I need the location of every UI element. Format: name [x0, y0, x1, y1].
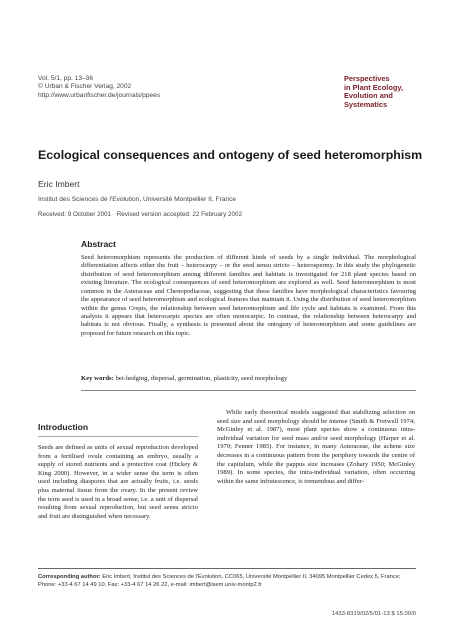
- article-title: Ecological consequences and ontogeny of seed heteromorphism: [38, 148, 423, 162]
- volume-info: Vol. 5/1, pp. 13–36: [38, 75, 93, 82]
- corresponding-details: Eric Imbert, Institut des Sciences de l'Evolution, CC065, Université Montpellier II, 34095 Montpellier Cedex 5, France; Phone: +33-4 67 14 49 10, Fax: +33-4 67 14 26 22, e-mail: imbert@isem.univ-montp2.fr: [38, 574, 401, 589]
- paragraph: While early theoretical models suggested that stabilizing selection on seed size and seed morphology should be intense (Smith & Fretwell 1974; McGinley et al. 1987), most plant species show a continuous intra-individual variation for seed mass and/or seed morphology (Harper et al. 1970; Fenner 1985). For instance, in many Asteraceae, the achene size decreases in a continuous pattern from the periphery towards the centre of the capitulum, while the pappus size increases (Zohary 1950; McGinley 1989). In some species, the intra-individual variation, often occurring within the same infrutescence, is tremendous and differ-: [217, 409, 415, 485]
- journal-url[interactable]: http://www.urbanfischer.de/journals/ppees: [38, 91, 161, 99]
- keywords-list: bet-hedging, dispersal, germination, plasticity, seed morphology: [115, 375, 288, 382]
- abstract-heading: Abstract: [81, 239, 116, 249]
- introduction-heading: Introduction: [38, 422, 89, 432]
- journal-name-line: Evolution and: [344, 91, 393, 101]
- left-column: [38, 444, 198, 521]
- author-affiliation: Institut des Sciences de l'Evolution, Université Montpellier II, France: [38, 196, 237, 203]
- journal-name: [344, 75, 403, 109]
- paragraph: Seeds are defined as units of sexual reproduction developed from a fertilised ovule containing an embryo, usually a supply of stored nutrients and a protective coat (Hickey & King 2000). However, in a wider sense the term is often used including diaspores that are actually fruits, i.e. seeds plus maternal tissue from the ovary. In the present review the term seed is used in a broad sense, i.e. a unit of dispersal resulting from sexual reproduction, but seed sensu stricto and fruit are distinguished when necessary.: [38, 444, 198, 520]
- corresponding-author: [38, 573, 418, 589]
- issn-price: 1433-8319/02/5/01-13 $ 15.00/0: [331, 611, 416, 617]
- abstract-text: Seed heteromorphism represents the production of different kinds of seeds by a single individual. The morphological differentiation affects either the fruit – heterocarpy – or the seed sensu stricto – heterospermy. In this study the phylogenetic distribution of seed heteromorphism among different families and habitats is investigated for 218 plant species based on existing literature. The ecological consequences of seed heteromorphism are explored as well. Seed heteromorphism is most common in the Asteraceae and Chenopodiaceae, suggesting that these families have morphological characteristics favouring the appearance of seed heteromorphism and ecological features that maintain it. Using the distribution of seed heteromorphism within the genus Crepis, the relationship between seed heteromorphism and life cycle and habitats is examined. From this analysis it appears that heterocarpic species are often monocarpic. In contrast, the relationship between heterocarpy and habitats is not obvious. Finally, a synthesis is presented about the ontogeny of heteromorphism and some guidelines are proposed for future research on this topic.: [81, 254, 416, 337]
- introduction-divider: [38, 436, 198, 437]
- right-column: [217, 409, 415, 486]
- corresponding-label: Corresponding author:: [38, 574, 101, 580]
- received-dates: Received: 9 October 2001 · Revised version accepted: 22 February 2002: [38, 211, 243, 218]
- author-name: Eric Imbert: [38, 179, 80, 189]
- journal-name-line: Perspectives: [344, 74, 390, 83]
- journal-meta: [38, 75, 160, 100]
- keywords: [81, 375, 416, 383]
- footer-divider: [38, 568, 416, 569]
- journal-name-line: in Plant Ecology,: [344, 82, 403, 92]
- copyright: © Urban & Fischer Verlag, 2002: [38, 83, 132, 91]
- journal-name-line: Systematics: [344, 99, 388, 109]
- keywords-label: Key words:: [81, 375, 114, 382]
- abstract-divider: [81, 390, 416, 391]
